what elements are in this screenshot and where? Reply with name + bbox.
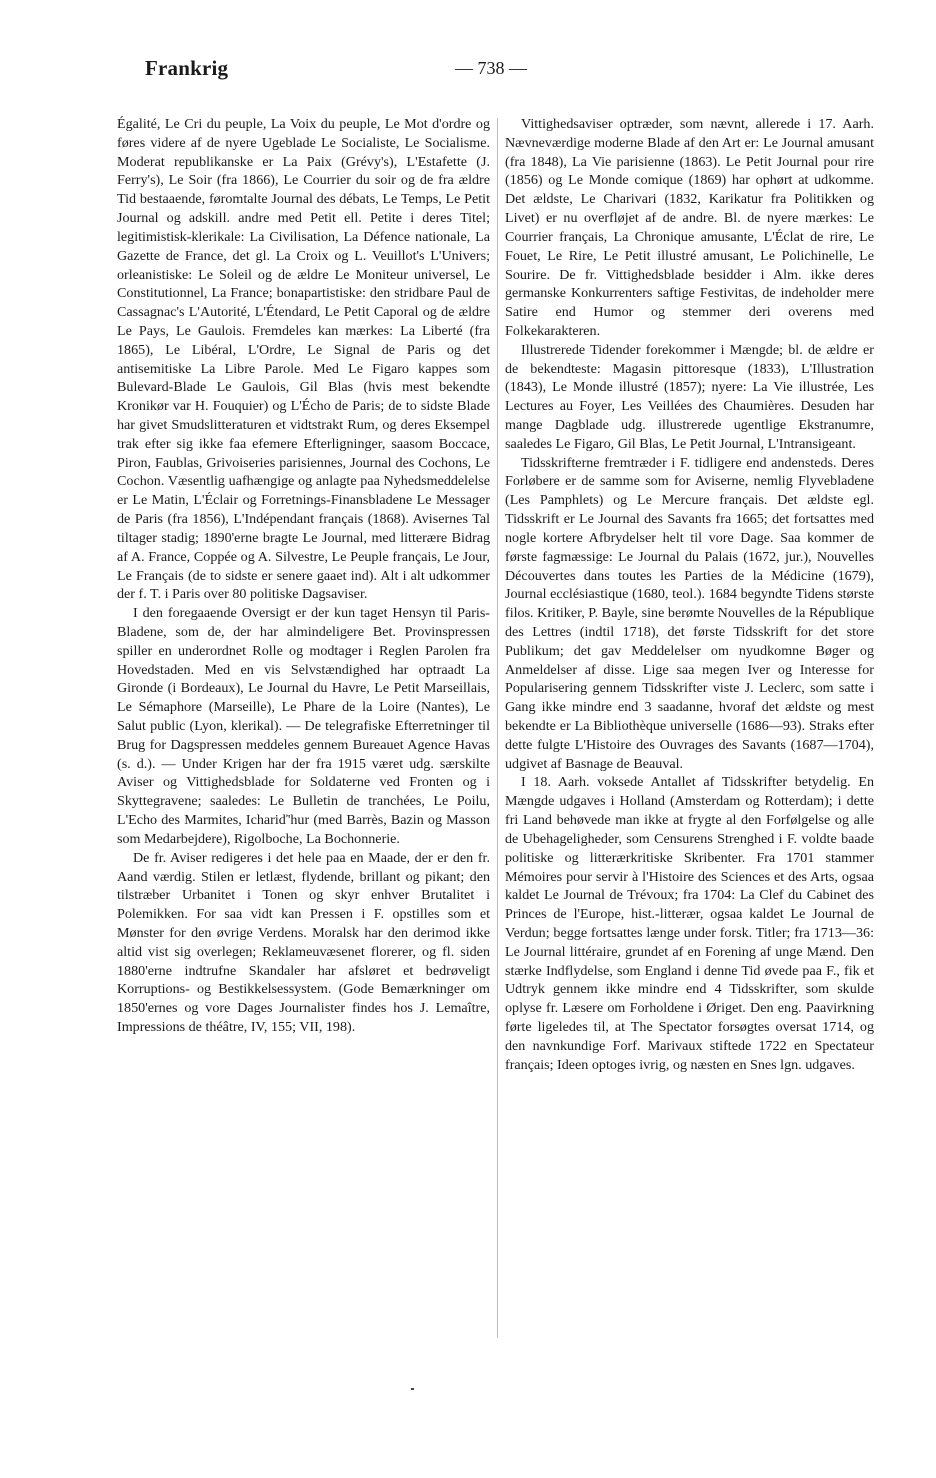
left-column bbox=[117, 115, 490, 1037]
paragraph: Vittighedsaviser optræder, som nævnt, allerede i 17. Aarh. Nævneværdige moderne Blade af den Art er: Le Journal amusant (fra 1848), La Vie parisienne (1863). Le Petit Journal pour rire (1856) og Le Monde comique (1869) har ophørt at udkomme. Det ældste, Le Charivari (1832, Karikatur fra Politikken og Livet) er nu overfløjet af de andre. Bl. de nyere mærkes: Le Courrier français, La Chronique amusante, L'Éclat de rire, Le Fouet, Le Rire, Le Petit illustré amusant, Le Polichinelle, Le Sourire. De fr. Vittighedsblade besidder i Alm. ikke deres germanske Konkurrenters saftige Festivitas, de indeholder mere Satire end Humor og stemmer deri overens med Folkekarakteren. bbox=[505, 116, 874, 339]
paragraph: I 18. Aarh. voksede Antallet af Tidsskrifter betydelig. En Mængde udgaves i Holland (Amsterdam og Rotterdam); i dette fri Land behøvede man ikke at frygte al den Forfølgelse og alle de Ubehageligheder, som Censurens Strenghed i F. voldte baade politiske og litterærkritiske Skribenter. Fra 1701 stammer Mémoires pour servir à l'Histoire des Sciences et des Arts, ogsaa kaldet Le Journal de Trévoux; fra 1704: La Clef du Cabinet des Princes de l'Europe, hist.-litterær, ogsaa kaldet Le Journal de Verdun; begge fortsattes længe under forsk. Titler; fra 1713—36: Le Journal littéraire, grundet af en Forening af unge Mænd. Den stærke Indflydelse, som England i denne Tid øvede paa F., fik et Udtryk gennem ikke mindre end 4 Tidsskrifter, som skulde oplyse fr. Læsere om Forholdene i Øriget. Den eng. Paavirkning førte ligeledes til, at The Spectator forsøgtes oversat 1714, og den navnkundige Forf. Marivaux stiftede 1722 en Spectateur français; Ideen optoges ivrig, og næsten en Snes lgn. udgaves. bbox=[505, 774, 874, 1073]
paragraph: I den foregaaende Oversigt er der kun taget Hensyn til Paris-Bladene, som de, der har almindeligere Bet. Provinspressen spiller en underordnet Rolle og modtager i Reglen Parolen fra Hovedstaden. Med en vis Selvstændighed har optraadt La Gironde (i Bordeaux), Le Journal du Havre, Le Petit Marseillais, Le Sémaphore (Marseille), Le Phare de la Loire (Nantes), Le Salut public (Lyon, klerikal). — De telegrafiske Efterretninger til Brug for Dagspressen meddeles gennem Bureauet Agence Havas (s. d.). — Under Krigen har der fra 1915 været udg. særskilte Aviser og Vittighedsblade for Soldaterne ved Fronten og i Skyttegravene; saaledes: Le Bulletin de tranchées, Le Poilu, L'Echo des Marmites, Ichariď'hur (med Barrès, Bazin og Masson som Medarbejdere), Rigolboche, La Bochonnerie. bbox=[117, 605, 490, 847]
page-header bbox=[145, 54, 866, 90]
right-column bbox=[505, 115, 874, 1074]
paragraph: De fr. Aviser redigeres i det hele paa en Maade, der er den fr. Aand værdig. Stilen er letlæst, flydende, brillant og pikant; den tilstræber Urbanitet i Tonen og skyr enhver Brutalitet i Polemikken. For saa vidt kan Pressen i F. opstilles som et Mønster for den øvrige Verdens. Moralsk har den derimod ikke altid vist sig overlegen; Reklameuvæsenet florerer, og fl. siden 1880'erne indtrufne Skandaler har afsløret et bedrøveligt Korruptions- og Bestikkelsessystem. (Gode Bemærkninger om 1850'ernes og vore Dages Journalister findes hos J. Lemaître, Impressions de théâtre, IV, 155; VII, 198). bbox=[117, 849, 490, 1035]
paragraph: Égalité, Le Cri du peuple, La Voix du peuple, Le Mot d'ordre og føres videre af de nyere Ugeblade Le Socialiste, Le Socialisme. Moderat republikanske er La Paix (Grévy's), L'Estafette (J. Ferry's), Le Soir (fra 1866), Le Courrier du soir og de fra ældre Tid bestaaende, føromtalte Journal des débats, Le Temps, Le Petit Journal og adskill. andre med Petit ell. Petite i deres Titel; legitimistisk-klerikale: La Civilisation, La Défence nationale, La Gazette de France, det gl. La Croix og L. Veuillot's L'Univers; orleanistiske: Le Soleil og de ældre Le Moniteur universel, Le Constitutionnel, La France; bonapartistiske: den stridbare Paul de Cassagnac's L'Autorité, L'Étendard, Le Petit Caporal og de ældre Le Pays, Le Gaulois. Fremdeles kan mærkes: La Liberté (fra 1865), Le Libéral, L'Ordre, Le Signal de Paris og det antisemitiske La Libre Parole. Med Le Figaro kappes som Bulevard-Blade Le Gaulois, Gil Blas (hvis mest bekendte Kronikør var H. Fouquier) og L'Écho de Paris; de to sidste Blade har givet Smudslitteraturen et vidtstrakt Rum, og deres Eksempel trak efter sig ikke faa efemere Efterligninger, saasom Boccace, Piron, Faublas, Grivoiseries parisiennes, Journal des Cochons, Le Cochon. Væsentlig uafhængige og anlagte paa Nyhedsmeddelelse er Le Matin, L'Éclair og Forretnings-Finansbladene Le Messager de Paris (fra 1856), L'Indépendant français (1868). Avisernes Tal tiltager stadig; 1890'erne bragte Le Journal, med litterære Bidrag af A. France, Coppée og A. Silvestre, Le Peuple français, Le Jour, Le Français (de to sidste er senere gaaet ind). Alt i alt udkommer der f. T. i Paris over 80 politiske Dagsaviser. bbox=[117, 116, 490, 603]
paragraph: Illustrerede Tidender forekommer i Mængde; bl. de ældre er de bekendteste: Magasin pittoresque (1833), L'Illustration (1843), Le Monde illustré (1857); nyere: La Vie illustrée, Les Lectures au Foyer, Les Veillées des Chaumières. Desuden har mange Dagblade udg. illustrerede ugentlige Ekstranumre, saaledes Le Figaro, Gil Blas, Le Petit Journal, L'Intransigeant. bbox=[505, 341, 874, 452]
print-speck bbox=[411, 1388, 414, 1390]
paragraph: Tidsskrifterne fremtræder i F. tidligere end andensteds. Deres Forløbere er de samme som for Aviserne, nemlig Flyvebladene (Les Pamphlets) og Le Mercure français. Det ældste egl. Tidsskrift er Le Journal des Savants fra 1665; det fortsattes med nogle kortere Afbrydelser helt til vore Dage. Saa kommer de første fagmæssige: Le Journal du Palais (1672, jur.), Nouvelles Découvertes dans toutes les Parties de la Médicine (1679), Journal ecclésiastique (1680, teol.). 1684 begyndte Tidens største filos. Kritiker, P. Bayle, sine berømte Nouvelles de la République des Lettres (indtil 1718), det første Tidsskrift for det store Publikum; det gav Meddelelser om nyudkomne Bøger og Anmeldelser af disse. Lige saa megen Iver og Interesse for Popularisering gennem Tidsskrifter viste J. Leclerc, som satte i Gang ikke mindre end 3 saadanne, hvoraf det ældste og mest bekendte er La Bibliothèque universelle (1686—93). Straks efter dette fulgte L'Histoire des Ouvrages des Savants (1687—1704), udgivet af Basnage de Beauval. bbox=[505, 454, 874, 772]
page-number: — 738 — bbox=[455, 58, 527, 78]
running-head: Frankrig bbox=[145, 56, 229, 80]
column-divider bbox=[497, 118, 498, 1338]
